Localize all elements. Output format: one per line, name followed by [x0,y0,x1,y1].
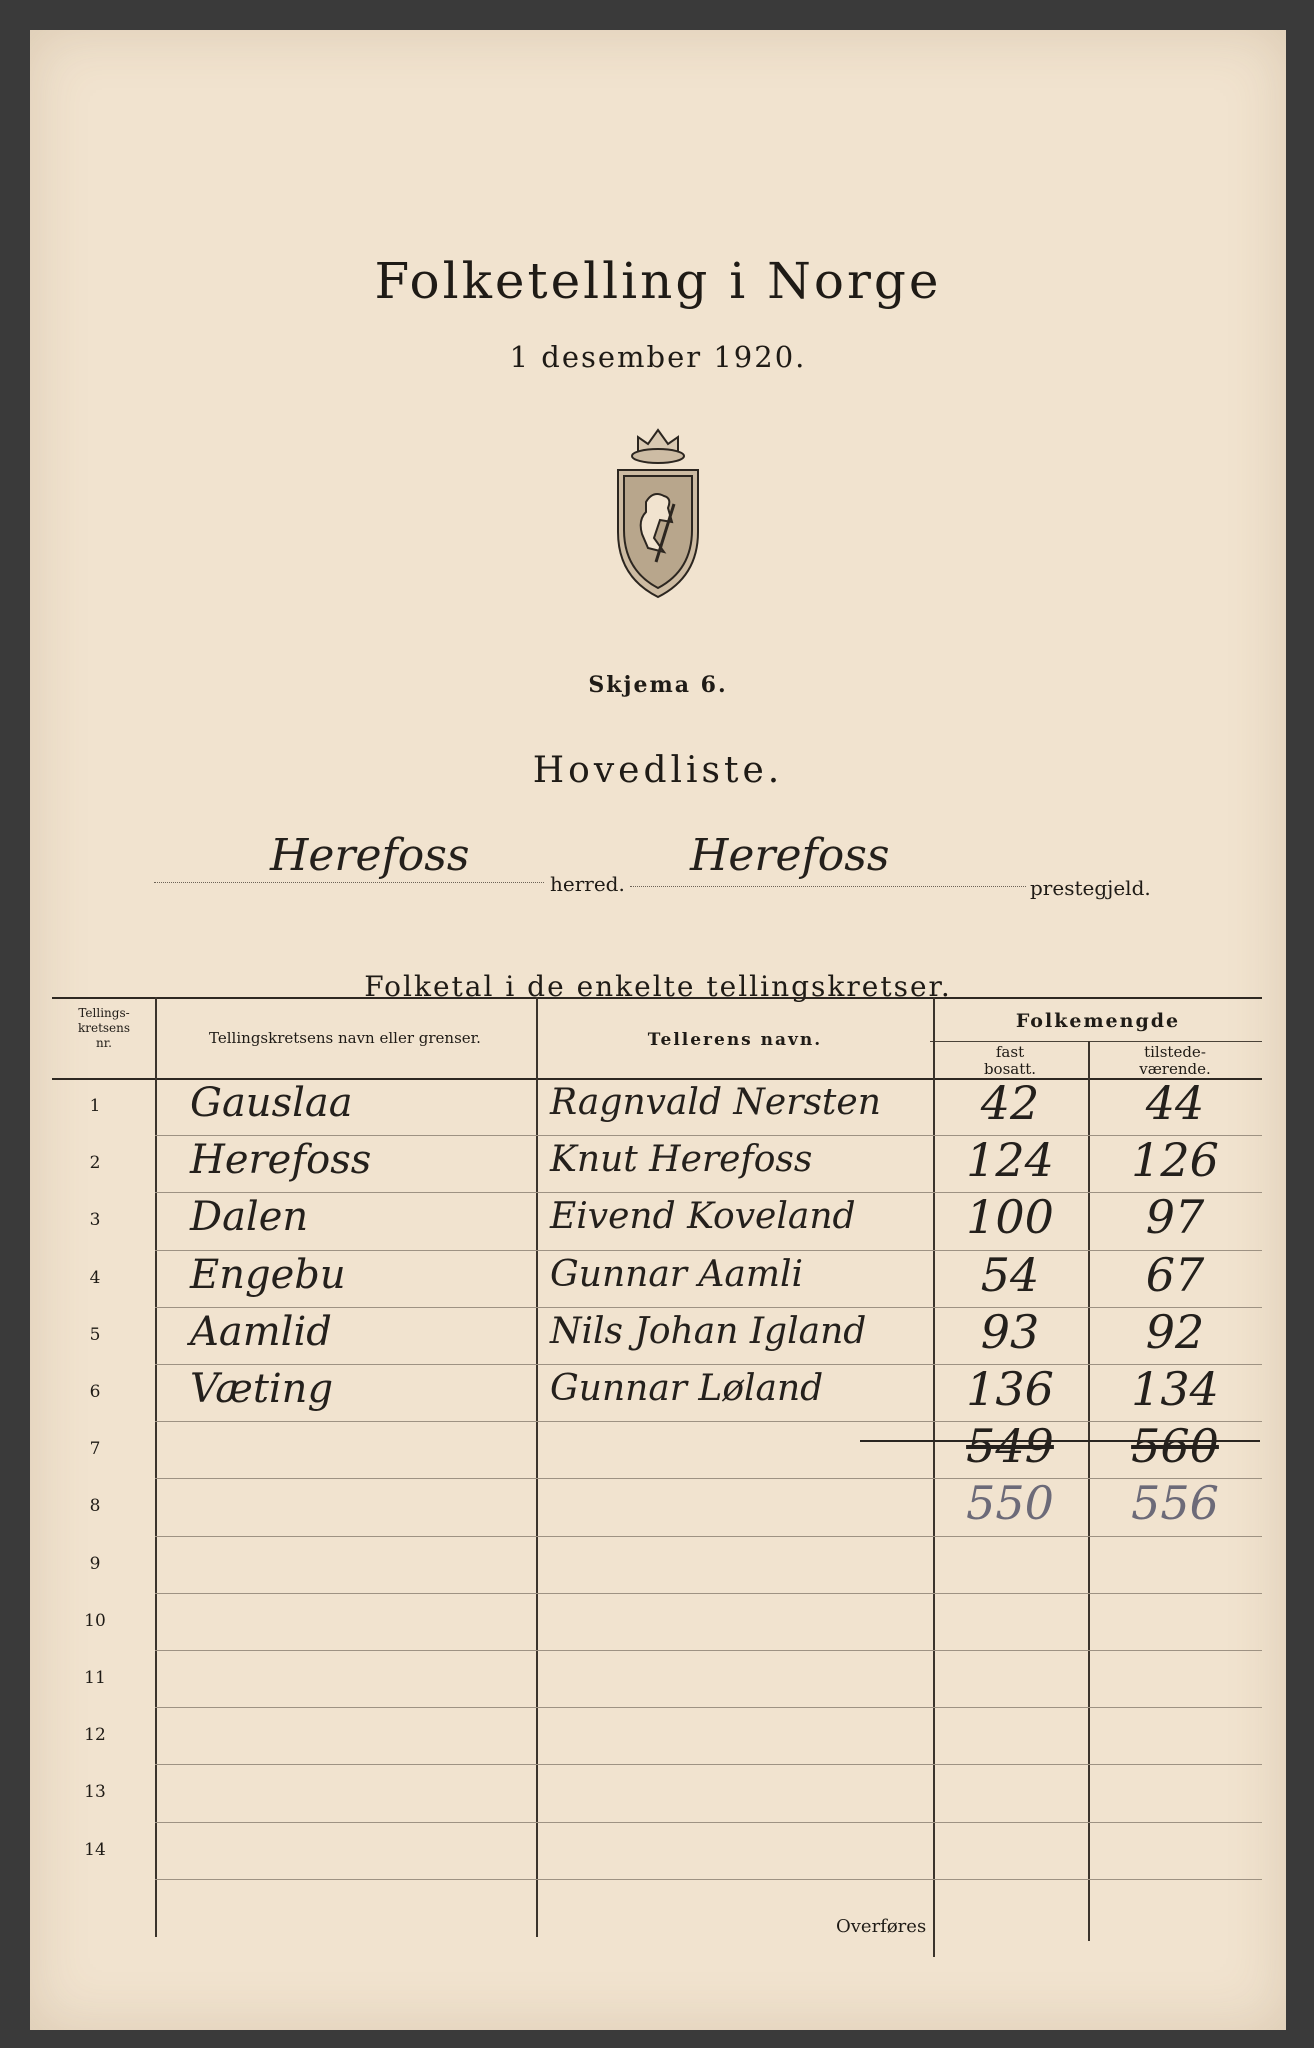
row-number: 2 [89,1153,101,1174]
fast-bosatt-value: 100 [966,1190,1054,1245]
header-name: Tellingskretsens navn eller grenser. [209,1029,481,1047]
row-number: 13 [84,1782,106,1803]
folkemengde-rule [930,1041,1262,1042]
tilstede-value: 97 [1145,1190,1205,1245]
prestegjeld-label: prestegjeld. [1030,876,1151,900]
district-name: Aamlid [190,1308,332,1355]
schema-number: Skjema 6. [588,672,728,698]
tilstede-value: 134 [1131,1362,1219,1416]
table-top-rule [52,997,1262,999]
coat-of-arms-emblem [598,412,718,612]
row-rule [155,1536,1262,1537]
counter-name: Ragnvald Nersten [550,1082,881,1123]
prestegjeld-value: Herefoss [690,830,890,881]
header-nr: Tellings- kretsens nr. [77,1006,131,1050]
fast-bosatt-value: 550 [966,1476,1054,1531]
district-name: Dalen [190,1194,309,1241]
row-rule [155,1764,1262,1765]
col-divider-1 [155,997,157,1937]
counter-name: Nils Johan Igland [550,1310,867,1352]
form-title: Folketelling i Norge [374,252,942,310]
district-name: Væting [190,1366,334,1412]
tilstede-value: 92 [1145,1304,1205,1359]
counter-name: Eivend Koveland [550,1196,856,1238]
counter-name: Gunnar Løland [550,1368,824,1409]
row-number: 12 [84,1725,106,1746]
list-heading: Hovedliste. [532,750,784,791]
header-counter: Tellerens navn. [647,1030,823,1050]
tilstede-value: 67 [1145,1247,1205,1302]
header-fast-bosatt: fast bosatt. [983,1043,1037,1078]
row-number: 11 [84,1668,106,1688]
tilstede-value: 560 [1131,1419,1219,1474]
header-tilstedevaerende: tilstede- værende. [1139,1043,1211,1078]
row-rule [155,1707,1262,1708]
prestegjeld-dotted-line [630,886,1026,887]
row-number: 4 [89,1267,101,1288]
row-number: 1 [89,1096,101,1116]
fast-bosatt-value: 54 [980,1247,1040,1302]
tilstede-value: 126 [1131,1133,1219,1188]
header-folkemengde: Folkemengde [1015,1010,1181,1032]
row-number: 10 [84,1610,106,1631]
row-rule [155,1650,1262,1651]
row-number: 3 [89,1210,101,1231]
row-rule [155,1822,1262,1823]
row-rule [155,1593,1262,1594]
form-date: 1 desember 1920. [509,340,807,374]
section-title: Folketal i de enkelte tellingskretser. [364,970,952,1003]
census-form-sheet [30,30,1286,2030]
row-number: 14 [84,1839,106,1860]
tilstede-value: 556 [1131,1476,1219,1531]
col-divider-2 [536,997,538,1937]
row-rule [155,1879,1262,1880]
fast-bosatt-value: 93 [980,1304,1040,1359]
fast-bosatt-value: 124 [966,1133,1054,1188]
fast-bosatt-value: 136 [966,1362,1054,1416]
herred-label: herred. [550,872,625,896]
row-number: 7 [89,1439,101,1460]
district-name: Gauslaa [190,1080,353,1126]
carried-forward-label: Overføres [836,1916,927,1937]
sum-underline [860,1440,1260,1442]
tilstede-value: 44 [1145,1076,1205,1130]
row-number: 5 [89,1324,101,1345]
district-name: Engebu [190,1251,346,1298]
district-name: Herefoss [190,1137,372,1184]
fast-bosatt-value: 549 [966,1419,1054,1474]
counter-name: Knut Herefoss [550,1139,813,1181]
herred-dotted-line [154,882,544,883]
counter-name: Gunnar Aamli [550,1253,804,1295]
row-number: 8 [89,1496,101,1517]
fast-bosatt-value: 42 [980,1076,1040,1130]
row-number: 6 [89,1382,101,1402]
herred-value: Herefoss [270,830,470,881]
row-number: 9 [89,1553,101,1574]
